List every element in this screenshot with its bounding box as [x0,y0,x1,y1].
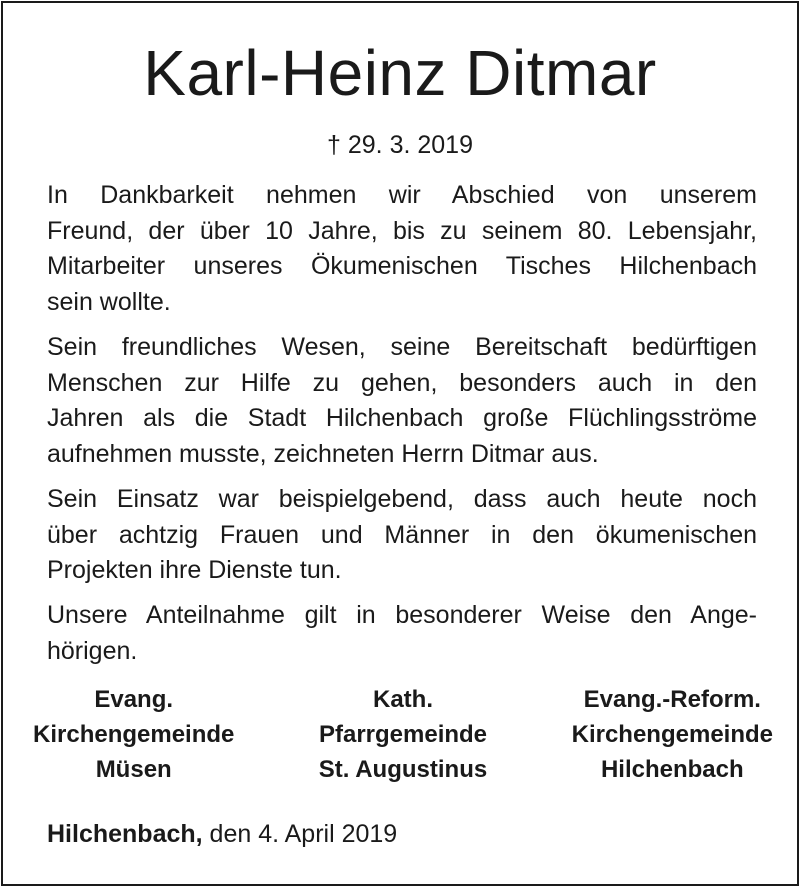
signer-line: Kirchengemeinde [33,721,235,748]
signer-line: Evang. [94,686,174,713]
signer-line: Evang.-Reform. [583,686,761,713]
signer-evang-muesen [33,682,234,787]
signer-line: St. Augustinus [318,756,488,783]
text-line: Projekten ihre Dienste tun. [47,556,342,584]
signer-line: Pfarrgemeinde [318,721,488,748]
place-date-line [47,817,397,851]
place-name: Hilchenbach, [47,820,203,848]
text-line: Freund, der über 10 Jahre, bis zu seinem 80. Lebensjahr, [47,216,757,245]
signer-kath-st-augustinus [319,682,487,787]
text-line: Jahren als die Stadt Hilchenbach große Flüchlingsströme [47,404,757,432]
notice-date: den 4. April 2019 [209,820,398,848]
paragraph-1 [47,178,757,320]
signer-line: Kath. [373,686,433,713]
text-line: hörigen. [47,636,138,665]
text-line: aufnehmen musste, zeichneten Herrn Ditmar aus. [47,439,599,468]
text-line: Unsere Anteilnahme gilt in besonderer Weise den Ange- [47,601,757,629]
text-line: sein wollte. [47,287,171,316]
text-line: Sein freundliches Wesen, seine Bereitschaft bedürftigen [47,333,757,361]
text-line: Mitarbeiter unseres Ökumenischen Tisches Hilchenbach [47,252,757,280]
text-line: In Dankbarkeit nehmen wir Abschied von unserem [47,181,757,209]
signer-line: Hilchenbach [600,756,744,783]
paragraph-3 [47,482,757,589]
obituary-notice [1,1,799,886]
signer-line: Müsen [95,756,172,783]
signer-evang-reform-hilchenbach [572,682,773,787]
paragraph-2 [47,330,757,472]
signer-line: Kirchengemeinde [571,721,773,748]
text-line: Menschen zur Hilfe zu gehen, besonders auch in den [47,368,757,397]
paragraph-4 [47,598,757,669]
text-line: über achtzig Frauen und Männer in den ökumenischen [47,520,757,549]
death-date: † 29. 3. 2019 [327,131,473,159]
signers-block [33,682,773,787]
deceased-name: Karl-Heinz Ditmar [143,37,657,109]
text-line: Sein Einsatz war beispielgebend, dass auch heute noch [47,485,757,513]
